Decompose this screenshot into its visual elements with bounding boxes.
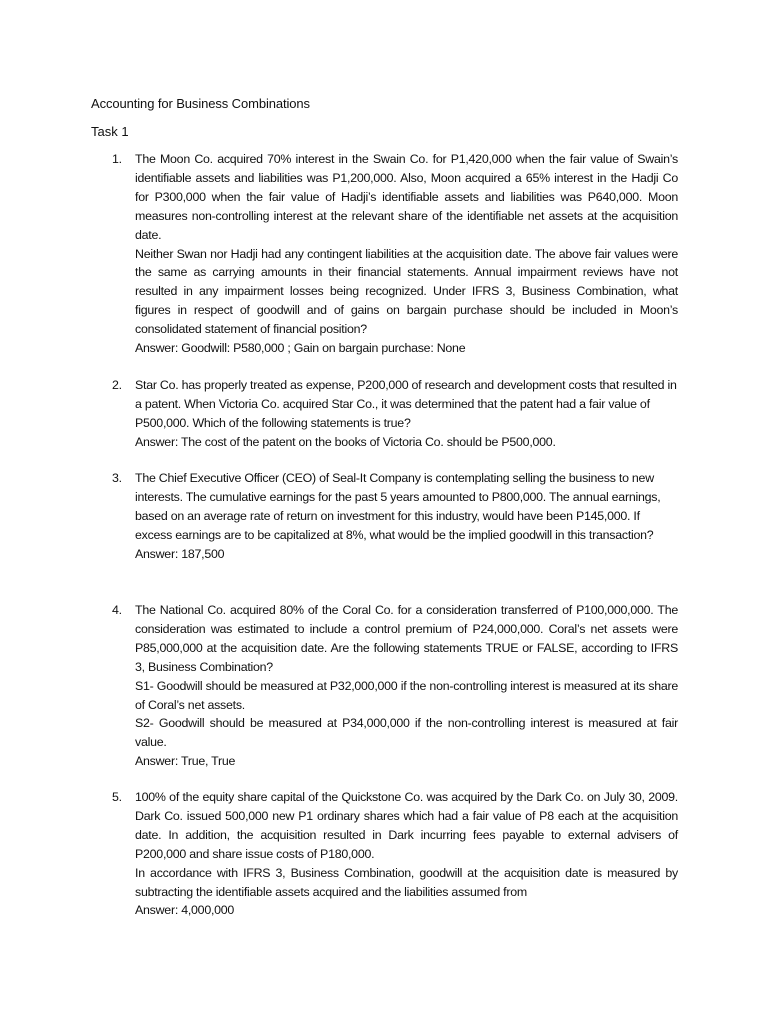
question-body [135,469,678,564]
question-paragraph: The Moon Co. acquired 70% interest in the Swain Co. for P1,420,000 when the fair value of Swain’s identifiable assets and liabilities was P1,200,000. Also, Moon acquired a 65% interest in the Hadji Co for P300,000 when the fair value of Hadji’s identifiable assets and liabilities was P640,000. Moon measures non-controlling interest at the relevant share of the identifiable net assets at the acquisition date. [135,152,678,242]
question-number: 1. [112,152,122,166]
question-answer: Answer: Goodwill: P580,000 ; Gain on bargain purchase: None [135,341,466,356]
question-number: 2. [112,378,122,392]
question-paragraph: Neither Swan nor Hadji had any contingent liabilities at the acquisition date. The above fair values were the same as carrying amounts in their financial statements. Annual impairment reviews have not resulted in any impairment losses being recognized. Under IFRS 3, Business Combination, what figures in respect of goodwill and of gains on bargain purchase should be included in Moon’s consolidated statement of financial position? [135,246,678,337]
question-answer: Answer: 187,500 [135,546,225,561]
question-answer: Answer: True, True [135,754,236,769]
question-paragraph: Star Co. has properly treated as expense, P200,000 of research and development costs that resulted in a patent. When Victoria Co. acquired Star Co., it was determined that the patent had a fair value of P500,000. Which of the following statements is true? [135,378,677,430]
question-number: 5. [112,790,122,804]
question-answer: Answer: 4,000,000 [135,903,235,918]
question-body [135,150,678,358]
question-paragraph: The Chief Executive Officer (CEO) of Seal-It Company is contemplating selling the business to new interests. The cumulative earnings for the past 5 years amounted to P800,000. The annual earnings, based on an average rate of return on investment for this industry, would have been P145,000. If excess earnings are to be capitalized at 8%, what would be the implied goodwill in this transaction? [135,471,661,542]
question-3 [112,469,678,564]
question-statement: S2- Goodwill should be measured at P34,000,000 if the non-controlling interest is measured at fair value. [135,716,678,750]
question-2 [112,376,678,452]
question-paragraph: In accordance with IFRS 3, Business Combination, goodwill at the acquisition date is measured by subtracting the identifiable assets acquired and the liabilities assumed from [135,865,678,899]
question-body [135,601,678,771]
question-5 [112,788,678,920]
question-statement: S1- Goodwill should be measured at P32,000,000 if the non-controlling interest is measured at its share of Coral’s net assets. [135,678,678,712]
document-title: Accounting for Business Combinations [91,96,310,111]
question-answer: Answer: The cost of the patent on the books of Victoria Co. should be P500,000. [135,434,556,449]
question-paragraph: The National Co. acquired 80% of the Coral Co. for a consideration transferred of P100,000,000. The consideration was estimated to include a control premium of P24,000,000. Coral’s net assets were P85,000,000 at the acquisition date. Are the following statements TRUE or FALSE, according to IFRS 3, Business Combination? [135,603,678,674]
question-body [135,788,678,920]
question-body [135,376,678,452]
task-label: Task 1 [91,124,129,139]
question-4 [112,601,678,771]
question-number: 3. [112,471,122,485]
question-number: 4. [112,603,122,617]
question-1 [112,150,678,358]
question-paragraph: 100% of the equity share capital of the Quickstone Co. was acquired by the Dark Co. on July 30, 2009. Dark Co. issued 500,000 new P1 ordinary shares which had a fair value of P8 each at the acquisition date. In addition, the acquisition resulted in Dark incurring fees payable to external advisers of P200,000 and share issue costs of P180,000. [135,790,678,861]
